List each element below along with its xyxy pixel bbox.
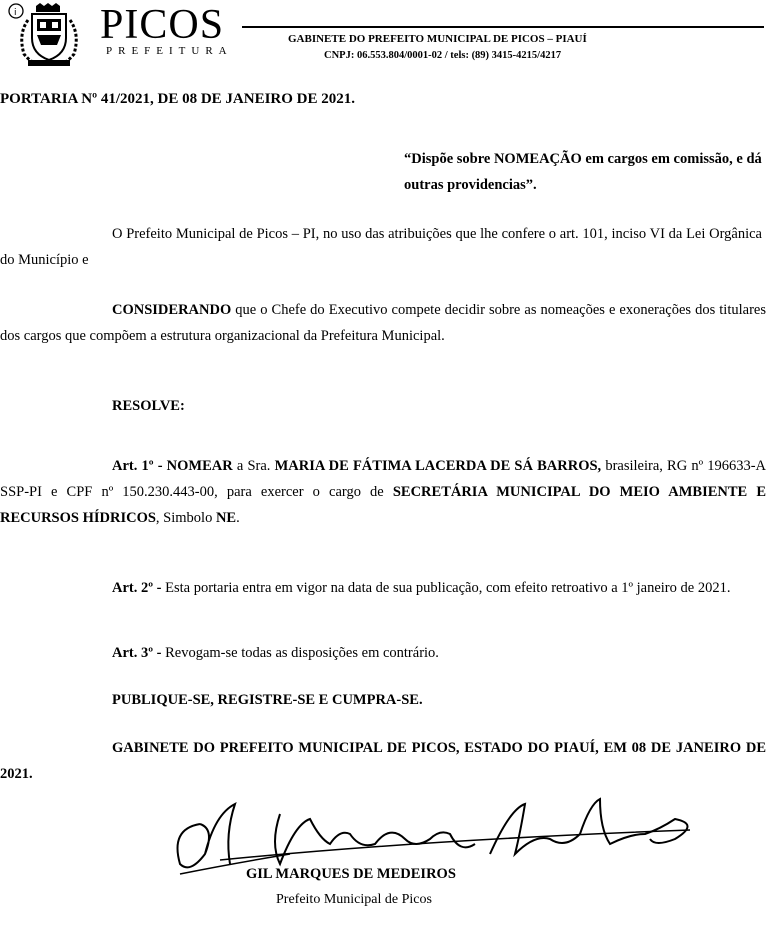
article-2-text: Esta portaria entra em vigor na data de sua publicação, com efeito retroativo a 1º janeiro de 2021. [161,580,731,596]
article-1-label: Art. 1º - NOMEAR [112,458,233,474]
article-1-text-c: , Simbolo [155,510,216,526]
article-1-text-b: brasileira, RG nº 196633-A SSP-PI e CPF nº 150.230.443-00, para exercer o cargo de [0,458,767,500]
closing-statement: GABINETE DO PREFEITO MUNICIPAL DE PICOS, ESTADO DO PIAUÍ, EM 08 DE JANEIRO DE 2021. [0,740,766,782]
considerando-text: que o Chefe do Executivo compete decidir sobre as nomeações e exonerações dos titulares dos cargos que compõem a estrutura organizacional da Prefeitura Municipal. [0,302,766,344]
paragraph-considerando [0,297,766,349]
article-1-end: . [236,510,240,526]
publique-line: PUBLIQUE-SE, REGISTRE-SE E CUMPRA-SE. [112,692,423,708]
article-3-label: Art. 3º - [112,645,162,661]
brand-name: PICOS [100,2,225,48]
header-divider [242,26,764,28]
coat-of-arms-icon [6,2,90,68]
article-1-text-a: a Sra. [232,458,275,474]
article-2-label: Art. 2º - [112,580,162,596]
resolve-heading: RESOLVE: [112,398,185,414]
appointee-name: MARIA DE FÁTIMA LACERDA DE SÁ BARROS, [274,458,602,474]
document-title: PORTARIA Nº 41/2021, DE 08 DE JANEIRO DE 2021. [0,91,356,107]
brand-subtitle: PREFEITURA [106,45,233,57]
article-1 [0,453,766,531]
contact-line: CNPJ: 06.553.804/0001-02 / tels: (89) 3415-4215/4217 [324,50,562,61]
paragraph-preamble: O Prefeito Municipal de Picos – PI, no uso das atribuições que lhe confere o art. 101, inciso VI da Lei Orgânica do Município e [0,226,762,268]
appointed-role: SECRETÁRIA MUNICIPAL DO MEIO AMBIENTE E RECURSOS HÍDRICOS [0,484,766,526]
signer-role: Prefeito Municipal de Picos [276,892,432,907]
article-3 [112,645,439,662]
role-symbol: NE [215,510,237,526]
office-name: GABINETE DO PREFEITO MUNICIPAL DE PICOS – PIAUÍ [288,33,587,45]
signer-name: GIL MARQUES DE MEDEIROS [246,866,456,882]
ementa: “Dispõe sobre NOMEAÇÃO em cargos em comissão, e dá outras providencias”. [404,151,762,193]
considerando-label: CONSIDERANDO [112,302,232,318]
svg-text:i: i [14,8,17,18]
article-3-text: Revogam-se todas as disposições em contrário. [161,645,439,661]
article-2 [0,575,766,601]
